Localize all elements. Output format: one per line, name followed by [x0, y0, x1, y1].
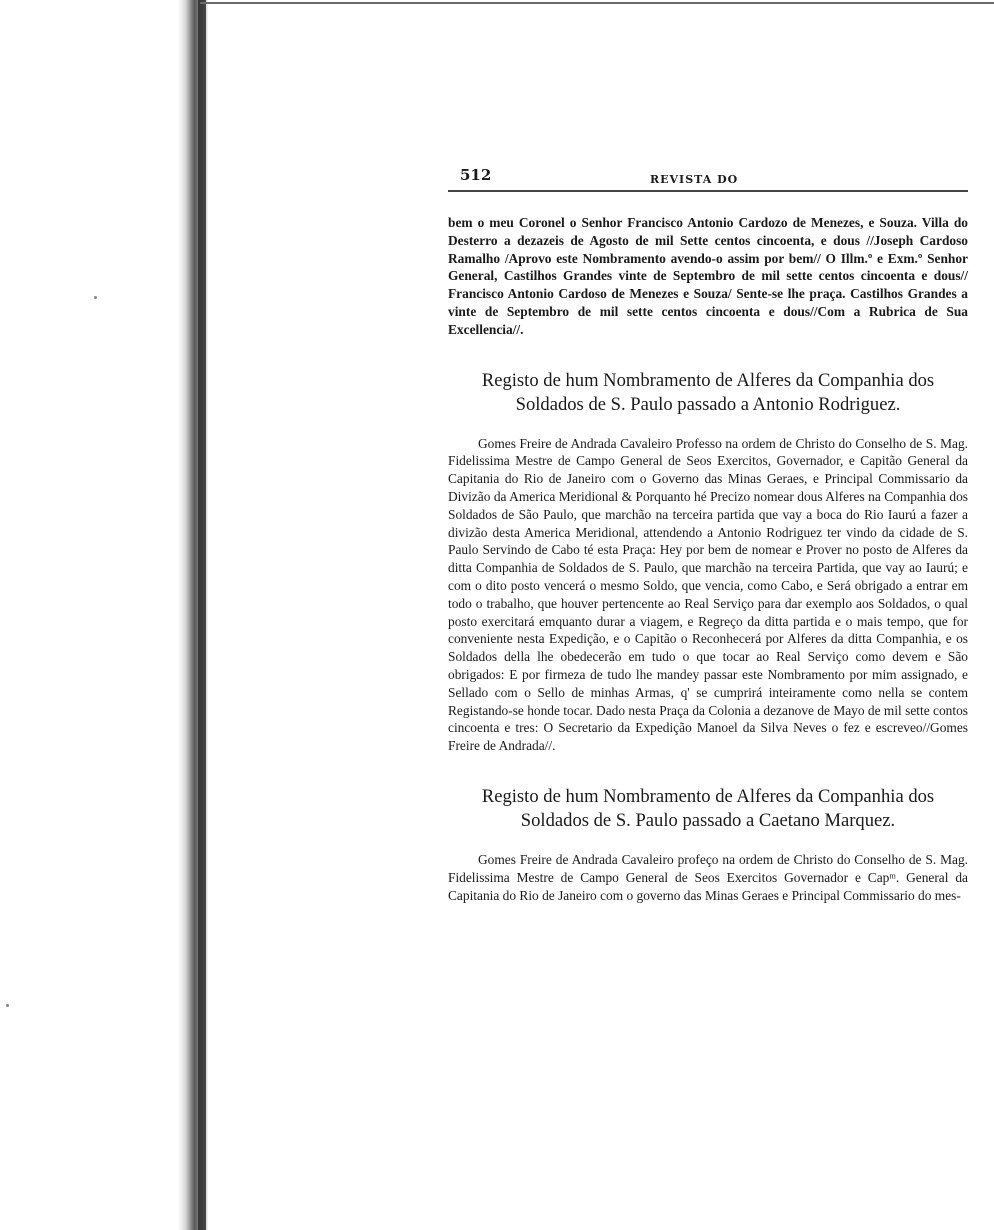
- continuation-paragraph: bem o meu Coronel o Senhor Francisco Antonio Cardozo de Menezes, e Souza. Villa do Desterro a dezazeis de Agosto de mil Sette centos cincoenta, e dous //Joseph Cardoso Ramalho /Aprovo este Nombramento avendo-o assim por bem// O Illm.º e Exm.º Senhor General, Castilhos Grandes vinte de Septembro de mil sette centos cincoenta e dous// Francisco Antonio Cardoso de Menezes e Souza/ Sente-se lhe praça. Castilhos Grandes a vinte de Septembro de mil sette centos cincoenta e dous//Com a Rubrica de Sua Excellencia//.: [448, 215, 968, 337]
- section-body-caetano-marquez: Gomes Freire de Andrada Cavaleiro profeço na ordem de Christo do Conselho de S. Mag. Fidelissima Mestre de Campo General de Seos Exercitos Governador e Capᵐ. General da Capitania do Rio de Janeiro com o governo das Minas Geraes e Principal Commissario do mes-: [448, 851, 968, 903]
- page-number: 512: [460, 166, 492, 184]
- heading-line: Registo de hum Nombramento de Alferes da Companhia dos: [481, 369, 935, 391]
- scan-top-border: [200, 2, 994, 4]
- heading-line: Soldados de S. Paulo passado a Caetano Marquez.: [520, 809, 896, 831]
- section-heading-antonio-rodriguez: [448, 369, 968, 417]
- book-page: [448, 160, 968, 904]
- page-header: [448, 160, 968, 192]
- section-body-antonio-rodriguez: Gomes Freire de Andrada Cavaleiro Professo na ordem de Christo do Conselho de S. Mag. Fidelissima Mestre de Campo General de Seos Exercitos, Governador, e Capitão General da Capitania do Rio de Janeiro com o Governo das Minas Geraes, e Principal Commissario da Divizão da America Meridional & Porquanto hé Precizo nomear dous Alferes na Companhia dos Soldados de São Paulo, que marchão na terceira partida que vay a boca do Rio Iaurú a fazer a divizão desta America Meridional, attendendo a Antonio Rodriguez ter vindo da cidade de S. Paulo Servindo de Cabo té esta Praça: Hey por bem de nomear e Prover no posto de Alferes da ditta Companhia de Soldados de S. Paulo, que marchão na terceira Partida, que vay ao Iaurú; e com o dito posto vencerá o mesmo Soldo, que vencia, como Cabo, e Será obrigado a entrar em todo o trabalho, que houver pertencente ao Real Serviço para dar exemplo aos Soldados, o qual posto exercitará emquanto durar a viagem, e Regreço da ditta partida e o mais tempo, que for conveniente nesta Expedição, e o Capitão o Reconhecerá por Alferes da ditta Companhia, e os Soldados della lhe obedecerão em tudo o que tocar ao Real Serviço como devem e São obrigados: E por firmeza de tudo lhe mandey passar este Nombramento por mim assignado, e Sellado com o Sello de minhas Armas, q' se cumprirá inteiramente como nella se contem Registando-se honde tocar. Dado nesta Praça da Colonia a dezanove de Mayo de mil sette contos cincoenta e tres: O Secretario da Expedição Manoel da Silva Neves o fez e escreveo//Gomes Freire de Andrada//.: [448, 435, 968, 754]
- running-title: REVISTA DO: [650, 173, 739, 186]
- scan-gutter-core: [198, 0, 206, 1230]
- scan-speck: [94, 296, 97, 299]
- scan-speck: [6, 1004, 9, 1007]
- heading-line: Soldados de S. Paulo passado a Antonio Rodriguez.: [515, 393, 901, 415]
- section-heading-caetano-marquez: [448, 785, 968, 833]
- heading-line: Registo de hum Nombramento de Alferes da Companhia dos: [481, 785, 935, 807]
